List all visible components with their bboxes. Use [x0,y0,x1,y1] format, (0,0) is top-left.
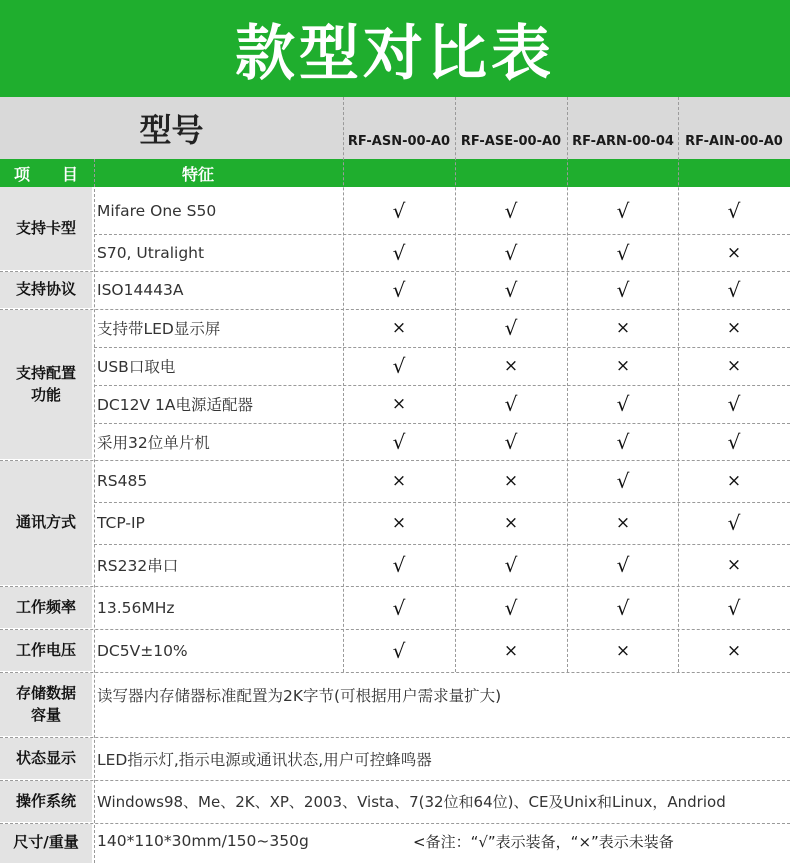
status-text: LED指示灯,指示电源或通讯状态,用户可控蜂鸣器 [97,750,432,769]
feature-label: 支持带LED显示屏 [97,320,221,338]
check-mark: √ [727,278,741,302]
model-label: 型号 [139,111,204,149]
check-mark: √ [727,429,741,454]
model-name: RF-ASE-00-A0 [460,134,562,149]
check-mark: √ [616,392,630,416]
feature-label: 采用32位单片机 [97,433,210,452]
cross-mark: × [726,356,742,376]
cross-mark: × [615,640,631,661]
grid-line [94,159,95,863]
check-mark: √ [504,595,518,620]
feature-label: DC12V 1A电源适配器 [97,396,253,414]
category-cell [0,737,92,780]
category-cell [0,672,92,737]
category-label: 支持协议 [15,280,76,299]
page-title: 款型对比表 [235,18,555,89]
check-mark: √ [727,198,741,223]
model-name: RF-ARN-00-04 [572,134,674,149]
check-mark: √ [504,240,518,265]
category-cell [0,823,92,863]
feature-label: Mifare One S50 [97,201,217,220]
cross-mark: × [726,318,742,338]
cross-mark: × [726,471,742,491]
category-cell [0,271,92,309]
category-label: 通讯方式 [15,513,76,532]
check-mark: √ [616,553,630,577]
cross-mark: × [391,318,407,338]
cross-mark: × [726,640,742,661]
check-mark: √ [727,595,741,620]
category-cell [0,780,92,823]
model-header-row [0,97,790,159]
category-cell [0,629,92,672]
check-mark: √ [504,392,518,416]
check-mark: √ [616,278,630,302]
check-mark: √ [392,354,406,378]
category-label: 工作电压 [15,640,76,659]
category-cell [0,586,92,629]
cross-mark: × [503,356,519,376]
check-mark: √ [504,429,518,454]
cross-mark: × [615,356,631,376]
check-mark: √ [504,316,518,340]
grid-line [0,823,790,824]
feature-label: TCP-IP [97,514,145,532]
feature-label: RS485 [97,472,148,490]
category-label: 容量 [30,705,61,724]
category-label: 支持卡型 [15,219,76,238]
feature-label: USB口取电 [97,358,176,376]
check-mark: √ [616,198,630,223]
check-mark: √ [392,638,406,663]
cross-mark: × [503,513,519,533]
category-label: 状态显示 [15,748,76,767]
check-mark: √ [616,240,630,265]
size-text: 140*110*30mm/150~350g [97,832,309,850]
cross-mark: × [391,513,407,533]
feature-label: 13.56MHz [97,598,175,617]
title-banner [0,0,790,97]
feature-label: ISO14443A [97,281,184,299]
check-mark: √ [392,553,406,577]
check-mark: √ [392,595,406,620]
model-name: RF-ASN-00-A0 [347,134,451,149]
check-mark: √ [616,595,630,620]
feature-label: RS232串口 [97,557,179,575]
category-label: 尺寸/重量 [13,833,79,852]
storage-text: 读写器内存储器标准配置为2K字节(可根据用户需求量扩大) [97,687,502,705]
check-mark: √ [727,511,741,535]
check-mark: √ [504,198,518,223]
check-mark: √ [392,429,406,454]
legend-note: <备注：“√”表示装备，“×”表示未装备 [413,832,674,851]
cross-mark: × [391,394,407,414]
feature-label: S70, Utralight [97,243,205,262]
cross-mark: × [726,242,742,263]
feature-header: 特征 [182,164,215,184]
check-mark: √ [616,429,630,454]
category-cell [0,460,92,586]
category-label: 操作系统 [15,791,76,810]
column-header-row [0,159,790,187]
category-label: 支持配置 [15,363,76,382]
check-mark: √ [504,278,518,302]
item-header: 项 目 [13,164,78,184]
cross-mark: × [503,640,519,661]
category-cell [0,309,92,460]
check-mark: √ [392,198,406,223]
check-mark: √ [392,240,406,265]
check-mark: √ [727,392,741,416]
os-text: Windows98、Me、2K、XP、2003、Vista、7(32位和64位)、CE及Unix和Linux，Andriod [97,793,726,811]
model-name: RF-AIN-00-A0 [685,134,783,149]
grid-line [0,672,790,673]
feature-label: DC5V±10% [97,641,188,660]
cross-mark: × [726,555,742,575]
check-mark: √ [504,553,518,577]
category-label: 功能 [30,385,61,404]
cross-mark: × [503,471,519,491]
category-label: 存储数据 [15,683,76,702]
cross-mark: × [615,513,631,533]
category-label: 工作频率 [15,597,76,616]
check-mark: √ [392,278,406,302]
cross-mark: × [615,318,631,338]
check-mark: √ [616,469,630,493]
cross-mark: × [391,471,407,491]
category-cell [0,187,92,271]
